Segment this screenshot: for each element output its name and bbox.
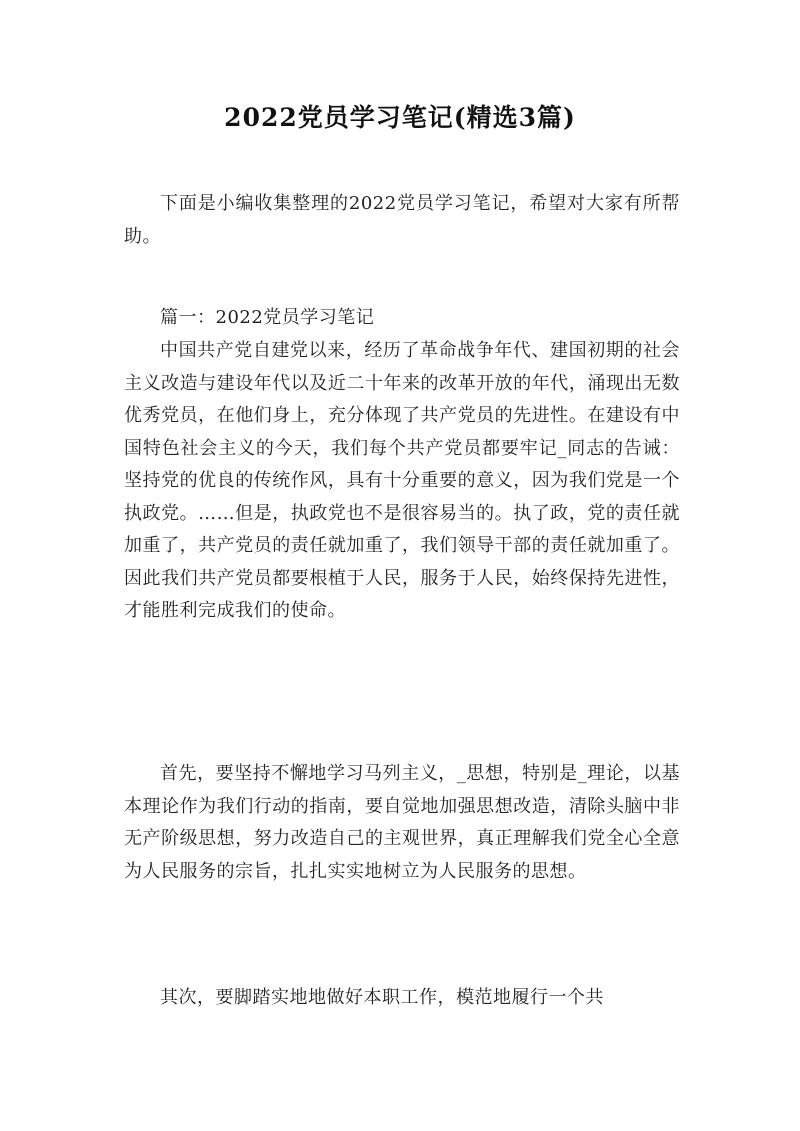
section-heading: 篇一：2022党员学习笔记: [160, 307, 375, 328]
body-paragraph: 其次，要脚踏实地地做好本职工作，模范地履行一个共: [160, 987, 604, 1008]
intro-paragraph: 下面是小编收集整理的2022党员学习笔记，希望对大家有所帮助。: [124, 193, 680, 247]
document-title: 2022党员学习笔记(精选3篇): [224, 103, 576, 132]
body-paragraph: 首先，要坚持不懈地学习马列主义，_思想，特别是_理论，以基本理论作为我们行动的指南，要自觉地加强思想改造，清除头脑中非无产阶级思想，努力改造自己的主观世界，真正理解我们党全心全意为人民服务的宗旨，扎扎实实地树立为人民服务的思想。: [124, 763, 680, 882]
body-paragraph: 中国共产党自建党以来，经历了革命战争年代、建国初期的社会主义改造与建设年代以及近二十年来的改革开放的年代，涌现出无数优秀党员，在他们身上，充分体现了共产党员的先进性。在建设有中国特色社会主义的今天，我们每个共产党员都要牢记_同志的告诫：坚持党的优良的传统作风，具有十分重要的意义，因为我们党是一个执政党。……但是，执政党也不是很容易当的。执了政，党的责任就加重了，共产党员的责任就加重了，我们领导干部的责任就加重了。因此我们共产党员都要根植于人民，服务于人民，始终保持先进性，才能胜利完成我们的使命。: [124, 340, 680, 621]
